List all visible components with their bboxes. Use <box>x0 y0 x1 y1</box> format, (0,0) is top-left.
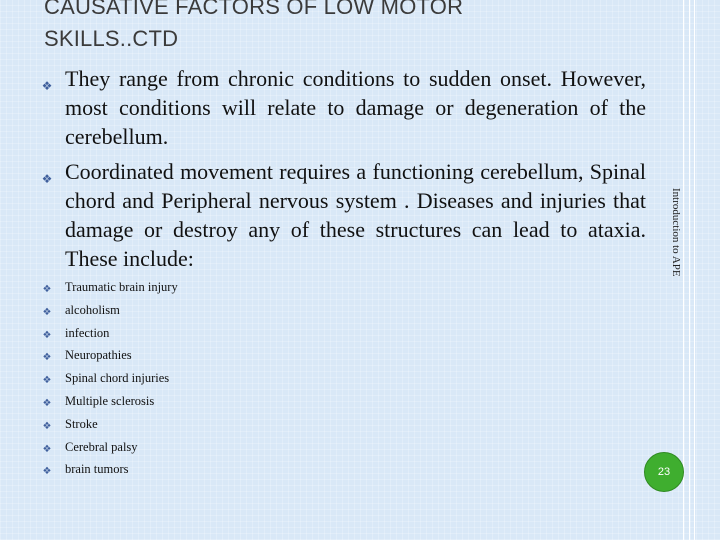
cause-text: Neuropathies <box>65 348 132 363</box>
cause-list-item <box>40 300 178 323</box>
diamond-bullet-icon: ❖ <box>42 420 52 432</box>
page-number-badge: 23 <box>644 452 684 492</box>
cause-text: brain tumors <box>65 462 129 477</box>
slide-title <box>44 0 463 55</box>
cause-text: Multiple sclerosis <box>65 393 155 408</box>
cause-text: infection <box>65 325 110 340</box>
diamond-bullet-icon: ❖ <box>41 172 53 186</box>
cause-text: Stroke <box>65 416 98 431</box>
cause-list-item <box>40 391 178 414</box>
cause-list-item <box>40 323 178 346</box>
course-side-label: Introduction to APE <box>670 188 682 277</box>
diamond-bullet-icon: ❖ <box>41 79 53 93</box>
diamond-bullet-icon: ❖ <box>42 329 52 341</box>
cause-text: Traumatic brain injury <box>65 280 178 294</box>
cause-text: Cerebral palsy <box>65 439 138 454</box>
main-bullet-text: They range from chronic conditions to sudden onset. However, most conditions will relate to damage or degeneration of the cerebellum. <box>65 66 646 149</box>
slide-title-line-2: SKILLS..CTD <box>44 26 179 51</box>
diamond-bullet-icon: ❖ <box>42 443 52 455</box>
diamond-bullet-icon: ❖ <box>42 284 52 295</box>
cause-text: Spinal chord injuries <box>65 371 170 386</box>
cause-list <box>40 277 178 482</box>
main-bullet-item <box>40 157 646 273</box>
diamond-bullet-icon: ❖ <box>42 397 52 409</box>
main-bullet-list <box>40 64 646 273</box>
cause-list-item <box>40 368 178 391</box>
main-bullet-item <box>40 64 646 151</box>
cause-list-item <box>40 459 178 482</box>
diamond-bullet-icon: ❖ <box>42 466 52 478</box>
decorative-frame-line <box>689 0 690 540</box>
decorative-frame-line <box>694 0 695 540</box>
diamond-bullet-icon: ❖ <box>42 306 52 318</box>
slide-title-line-1: CAUSATIVE FACTORS OF LOW MOTOR <box>44 0 464 19</box>
cause-list-item <box>40 437 178 460</box>
cause-list-item <box>40 414 178 437</box>
main-bullet-text: Coordinated movement requires a functioning cerebellum, Spinal chord and Peripheral nervous system . Diseases and injuries that damage or destroy any of these structures can lead to ataxia. These include: <box>65 159 646 271</box>
cause-list-item <box>40 277 178 300</box>
cause-list-item <box>40 345 178 368</box>
diamond-bullet-icon: ❖ <box>42 352 52 364</box>
diamond-bullet-icon: ❖ <box>42 375 52 387</box>
cause-text: alcoholism <box>65 302 120 317</box>
decorative-frame-line <box>683 0 684 540</box>
